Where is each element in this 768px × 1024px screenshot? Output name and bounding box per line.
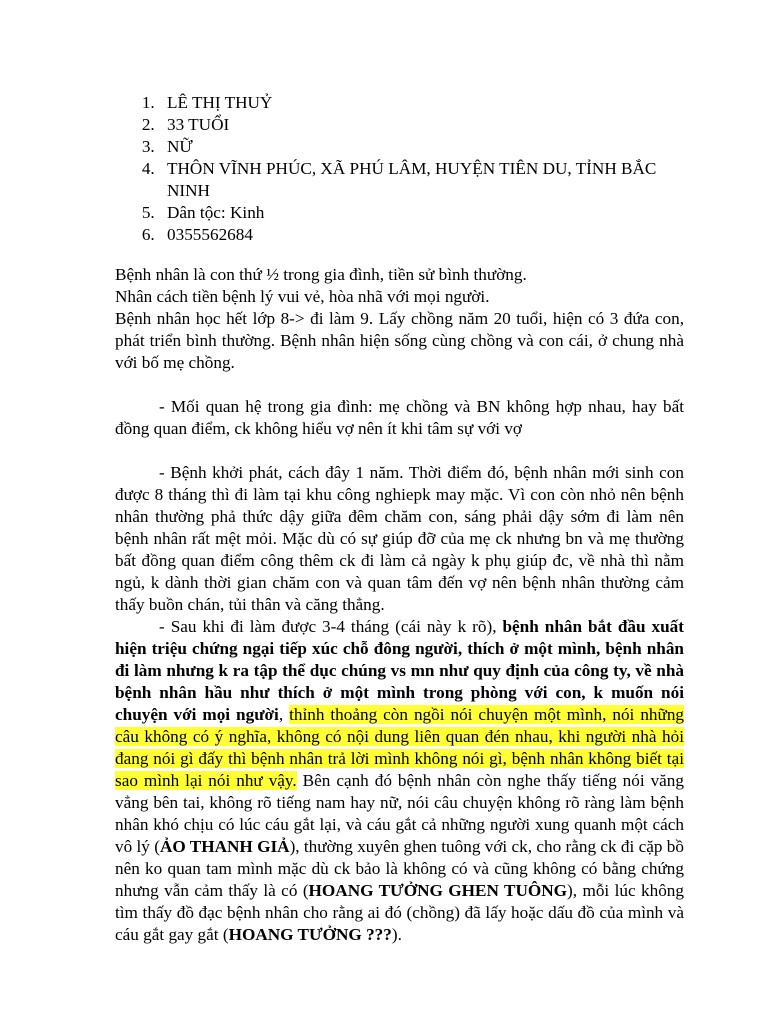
family-relations-paragraph: - Mối quan hệ trong gia đình: mẹ chồng và BN không hợp nhau, hay bất đồng quan điểm, ck không hiểu vợ nên ít khi tâm sự với vợ — [115, 397, 684, 438]
progress-bold-jealousy-delusion: HOANG TƯỞNG GHEN TUÔNG — [308, 881, 568, 900]
progress-bold-delusion: HOANG TƯỞNG ??? — [228, 925, 392, 944]
info-item-ethnicity: 5. Dân tộc: Kinh — [159, 202, 684, 224]
progress-paragraph — [115, 616, 684, 946]
info-item-age: 2. 33 TUỔI — [159, 114, 684, 136]
intro-line-3: Bệnh nhân học hết lớp 8-> đi làm 9. Lấy chồng năm 20 tuổi, hiện có 3 đứa con, phát triển bình thường. Bệnh nhân hiện sống cùng chồng và con cái, ở chung nhà với bố mẹ chồng. — [115, 309, 684, 372]
info-item-phone: 6. 0355562684 — [159, 224, 684, 246]
progress-bold-symptoms: bệnh nhân bắt đầu xuất hiện triệu chứng ngại tiếp xúc chỗ đông người, thích ở một mình, bệnh nhân đi làm nhưng k ra tập thể dục chúng vs mn như quy định của công ty, về nhà bệnh nhân hầu như thích ở một mình trong phòng với con, k muốn nói chuyện với mọi người — [115, 617, 684, 724]
info-item-name: 1. LÊ THỊ THUỶ — [159, 92, 684, 114]
info-item-sex: 3. NỮ — [159, 136, 684, 158]
progress-text-3: ), thường xuyên ghen tuông với ck, cho rằng ck đi cặp bồ nên ko quan tam mình mặc dù ck bảo là không có và cũng không có bằng chứng nhưng vẫn cảm thấy là có ( — [115, 837, 684, 900]
onset-paragraph: - Bệnh khởi phát, cách đây 1 năm. Thời điểm đó, bệnh nhân mới sinh con được 8 tháng thì đi làm tại khu công nghiepk may mặc. Vì con còn nhỏ nên bệnh nhân thường phả thức dậy giữa đêm chăm con, sáng phải dậy sớm đi làm nên bệnh nhân rất mệt mỏi. Mặc dù có sự giúp đỡ của mẹ ck nhưng bn và mẹ thường bất đồng quan điểm công thêm ck đi làm cả ngày k phụ giúp đc, về nhà thì nằm ngủ, k dành thời gian chăm con và quan tâm đến vợ nên bệnh nhân thường cảm thấy buồn chán, tủi thân và căng thẳng. — [115, 463, 684, 614]
progress-text-2: Bên cạnh đó bệnh nhân còn nghe thấy tiếng nói văng vẳng bên tai, không rõ tiếng nam hay nữ, nói câu chuyện không rõ ràng làm bệnh nhân khó chịu có lúc cáu gắt lại, và cáu gắt cả những người xung quanh một cách vô lý ( — [115, 771, 684, 856]
intro-line-1: Bệnh nhân là con thứ ½ trong gia đình, tiền sử bình thường. — [115, 265, 527, 284]
intro-line-2: Nhân cách tiền bệnh lý vui vẻ, hòa nhã với mọi người. — [115, 287, 490, 306]
progress-bold-hallucination: ẢO THANH GIẢ — [159, 837, 290, 856]
spacer — [115, 374, 684, 396]
progress-text-1: - Sau khi đi làm được 3-4 tháng (cái này k rõ), — [159, 617, 503, 636]
patient-info-list — [115, 92, 684, 246]
progress-highlighted-text: thỉnh thoảng còn ngồi nói chuyện một mình, nói những câu không có ý nghĩa, không có nội dung liên quan đén nhau, khi người nhà hỏi đang nói gì đấy thì bệnh nhân trả lời mình không nói gì, bệnh nhân không biết tại sao mình lại nói như vậy. — [115, 705, 685, 790]
progress-comma: , — [278, 705, 290, 724]
progress-text-5: ). — [391, 925, 402, 944]
info-item-address: 4. THÔN VĨNH PHÚC, XÃ PHÚ LÂM, HUYỆN TIÊN DU, TỈNH BẮC NINH — [159, 158, 684, 202]
spacer — [115, 440, 684, 462]
progress-text-4: ), mỗi lúc không tìm thấy đồ đạc bệnh nhân cho rằng ai đó (chồng) đã lấy hoặc dấu đồ của mình và cáu gắt gay gắt ( — [115, 881, 684, 944]
